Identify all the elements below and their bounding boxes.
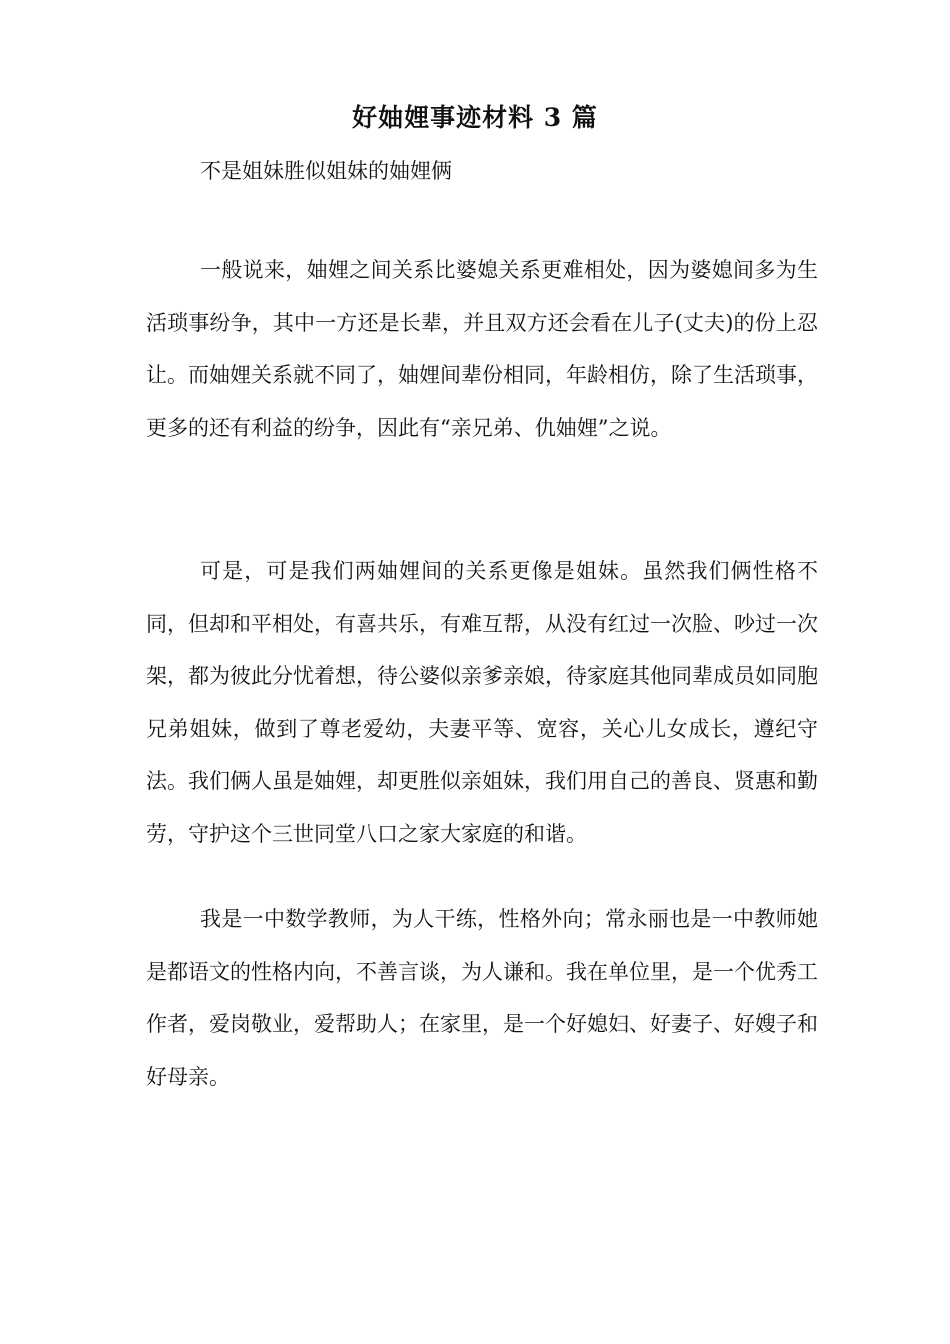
paragraph-3: 我是一中数学教师，为人干练，性格外向；常永丽也是一中教师她是都语文的性格内向，不善言谈，为人谦和。我在单位里，是一个优秀工作者，爱岗敬业，爱帮助人；在家里，是一个好媳妇、好妻子、好嫂子和好母亲。: [146, 907, 818, 1089]
paragraph-1: 一般说来，妯娌之间关系比婆媳关系更难相处，因为婆媳间多为生活琐事纷争，其中一方还是长辈，并且双方还会看在儿子(丈夫)的份上忍让。而妯娌关系就不同了，妯娌间辈份相同，年龄相仿，除了生活琐事，更多的还有利益的纷争，因此有“亲兄弟、仇妯娌”之说。: [146, 258, 818, 440]
document-title: 好妯娌事迹材料 3 篇: [352, 103, 598, 132]
document-subtitle: 不是姐妹胜似姐妹的妯娌俩: [200, 159, 452, 183]
paragraph-2: 可是，可是我们两妯娌间的关系更像是姐妹。虽然我们俩性格不同，但却和平相处，有喜共乐，有难互帮，从没有红过一次脸、吵过一次架，都为彼此分忧着想，待公婆似亲爹亲娘，待家庭其他同辈成员如同胞兄弟姐妹，做到了尊老爱幼，夫妻平等、宽容，关心儿女成长，遵纪守法。我们俩人虽是妯娌，却更胜似亲姐妹，我们用自己的善良、贤惠和勤劳，守护这个三世同堂八口之家大家庭的和谐。: [146, 559, 818, 846]
